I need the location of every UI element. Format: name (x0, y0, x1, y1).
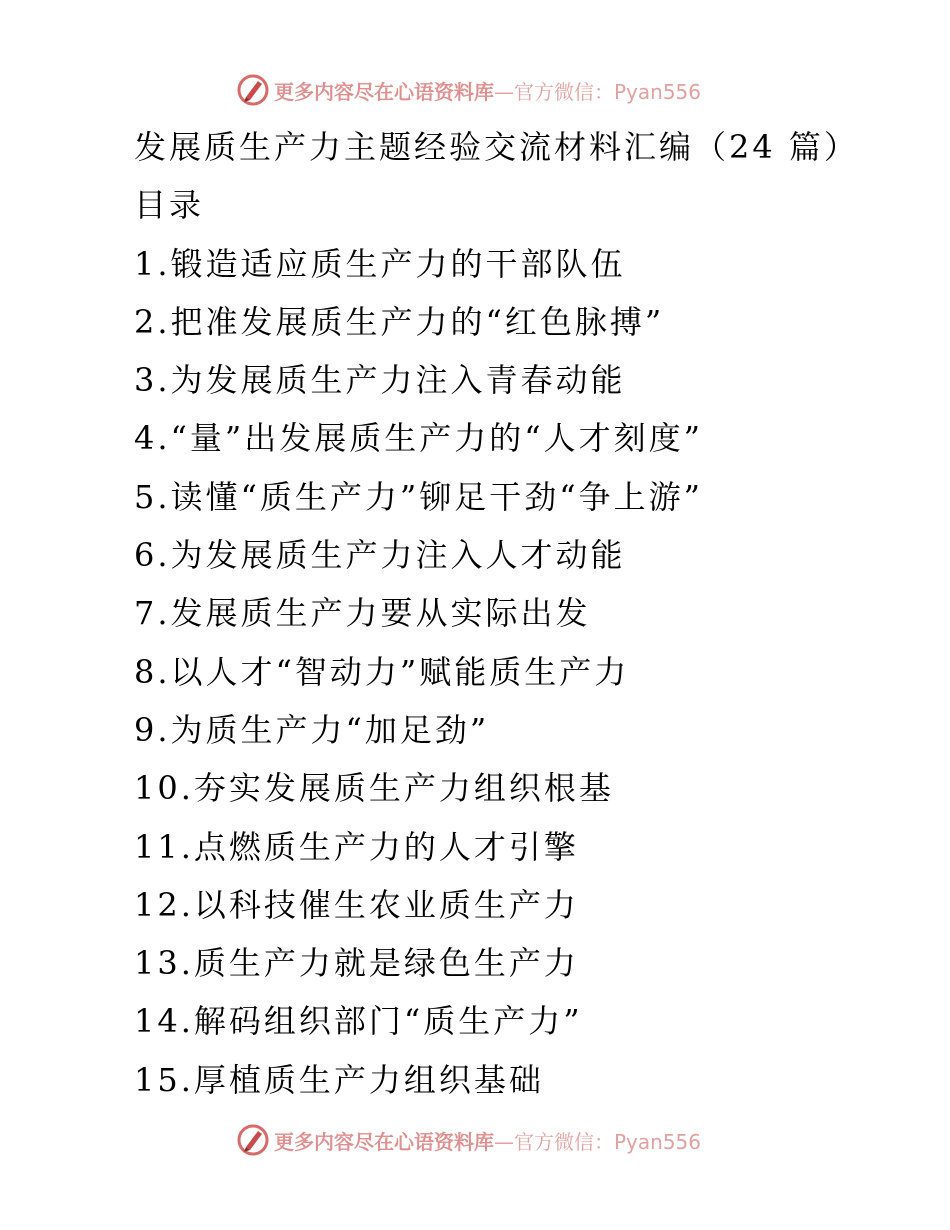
watermark-text (274, 1126, 701, 1155)
watermark-contact: 官方微信：Pyan556 (514, 79, 702, 104)
toc-item: 2.把准发展质生产力的“红色脉搏” (134, 302, 665, 341)
watermark-text (274, 76, 701, 105)
document-title: 发展质生产力主题经验交流材料汇编（24 篇） (134, 128, 859, 166)
pen-logo-icon (236, 1123, 270, 1157)
toc-item: 9.为质生产力“加足劲” (134, 710, 490, 749)
watermark-brand: 更多内容尽在心语资料库 (274, 1129, 494, 1154)
toc-item: 7.发展质生产力要从实际出发 (134, 594, 591, 633)
toc-item: 5.读懂“质生产力”铆足干劲“争上游” (134, 477, 703, 516)
toc-item: 3.为发展质生产力注入青春动能 (134, 361, 626, 400)
toc-item: 10.夯实发展质生产力组织根基 (134, 769, 614, 808)
watermark-separator: — (494, 1129, 514, 1154)
watermark-contact: 官方微信：Pyan556 (514, 1129, 702, 1154)
toc-item: 13.质生产力就是绿色生产力 (134, 944, 579, 983)
toc-item: 15.厚植质生产力组织基础 (134, 1060, 544, 1099)
toc-item: 11.点燃质生产力的人才引擎 (134, 827, 579, 866)
watermark-separator: — (494, 79, 514, 104)
toc-item: 1.锻造适应质生产力的干部队伍 (134, 244, 626, 283)
toc-item: 4.“量”出发展质生产力的“人才刻度” (134, 419, 703, 458)
toc-item: 14.解码组织部门“质生产力” (134, 1002, 583, 1041)
toc-item: 12.以科技催生农业质生产力 (134, 885, 579, 924)
pen-logo-icon (236, 73, 270, 107)
toc-item: 8.以人才“智动力”赋能质生产力 (134, 652, 630, 691)
header-watermark (236, 72, 701, 108)
toc-heading: 目录 (134, 186, 205, 225)
watermark-brand: 更多内容尽在心语资料库 (274, 79, 494, 104)
toc-item: 6.为发展质生产力注入人才动能 (134, 536, 626, 575)
footer-watermark (236, 1122, 701, 1158)
document-body (134, 118, 859, 1109)
